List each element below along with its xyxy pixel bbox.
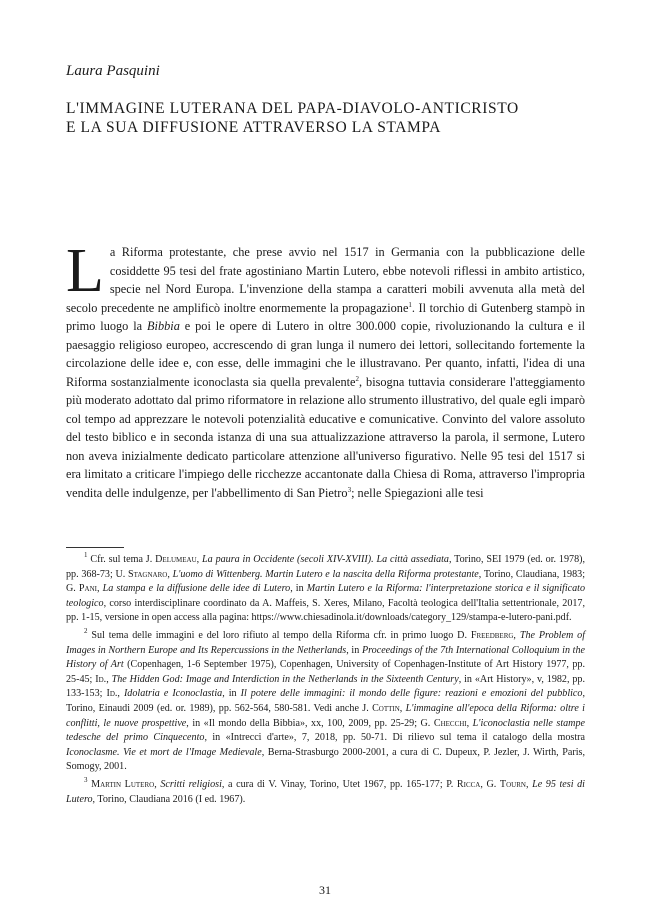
footnotes bbox=[66, 553, 585, 810]
body-paragraph: La Riforma protestante, che prese avvio nel 1517 in Germania con la pubblicazione delle cosiddette 95 tesi del frate agostiniano Martin Lutero, ebbe notevoli riflessi in ambito artistico, specie nel Nord Europa. L'invenzione della stampa a caratteri mobili avvenuta alla metà del secolo precedente ne amplificò inoltre enormemente la propagazione$^1$. Il torchio di Gutenberg stampò in primo luogo la Bibbia e poi le opere di Lutero in oltre 300.000 copie, rivoluzionando la cultura e il paesaggio religioso europeo, accrescendo di gran lunga il numero dei lettori, sollecitando fortemente la circolazione delle idee e, con esse, delle immagini che le illustravano. Per quanto, infatti, l'idea di una Riforma sostanzialmente iconoclasta sia quella prevalente$^2$, bisogna tuttavia considerare l'atteggiamento più moderato adottato dal primo riformatore in relazione allo strumento illustrativo, del quale egli imparò col tempo ad apprezzare le notevoli potenzialità educative e comunicative. Convinto del valore assoluto del testo biblico e in seconda istanza di una sua attualizzazione attraverso la parola, il sermone, Lutero non aveva inizialmente dedicato particolare attenzione all'universo figurativo. Nelle 95 tesi del 1517 si era limitato a criticare l'impiego delle ricchezze accantonate dalla Chiesa di Roma, attraverso l'impropria vendita delle indulgenze, per l'abbellimento di San Pietro$^3$; nelle Spiegazioni alle tesi bbox=[66, 237, 585, 500]
footnote-separator bbox=[66, 547, 124, 548]
footnote-ref-1: 1 bbox=[408, 300, 412, 309]
article-title bbox=[66, 99, 586, 137]
drop-cap: L bbox=[66, 237, 104, 305]
footnote-3: $^3$ Martin Lutero, Scritti religiosi, a cura di V. Vinay, Torino, Utet 1967, pp. 165-177; P. Ricca, G. Tourn, Le 95 tesi di Lutero, Torino, Claudiana 2016 (I ed. 1967). bbox=[66, 775, 585, 805]
footnote-1: $^1$ Cfr. sul tema J. Delumeau, La paura in Occidente (secoli XIV-XVIII). La città assediata, Torino, SEI 1979 (ed. or. 1978), pp. 368-73; U. Stagnaro, L'uomo di Wittenberg. Martin Lutero e la nascita della Riforma protestante, Torino, Claudiana, 1983; G. Pani, La stampa e la diffusione delle idee di Lutero, in Martin Lutero e la Riforma: l'interpretazione storica e il significato teologico, corso interdisciplinare coordinato da A. Maffeis, S. Xeres, Milano, Facoltà teologica dell'Italia settentrionale, 2017, pp. 1-15, versione in open access alla pagina: https://www.chiesadinola.it/downloads/category_129/stampa-e-lutero-pani.pdf. bbox=[66, 551, 586, 624]
body-text bbox=[66, 237, 585, 502]
footnote-2: $^2$ Sul tema delle immagini e del loro rifiuto al tempo della Riforma cfr. in primo luogo D. Freedberg, The Problem of Images in Northern Europe and Its Repercussions in the Netherlands, in Proceedings of the 7th International Colloquium in the History of Art (Copenhagen, 1-6 September 1975), Copenhagen, University of Copenhagen-Institute of Art History 1977, pp. 25-45; Id., The Hidden God: Image and Interdiction in the Netherlands in the Sixteenth Century, in «Art History», v, 1982, pp. 133-153; Id., Idolatria e Iconoclastia, in Il potere delle immagini: il mondo delle figure: reazioni e emozioni del pubblico, Torino, Einaudi 2009 (ed. or. 1989), pp. 562-564, 580-581. Vedi anche J. Cottin, L'immagine all'epoca della Riforma: oltre i conflitti, le nuove prospettive, in «Il mondo della Bibbia», xx, 100, 2009, pp. 25-29; G. Checchi, L'iconoclastia nelle stampe tedesche del primo Cinquecento, in «Intrecci d'arte», 7, 2018, pp. 50-71. Di rilievo sul tema il catalogo della mostra Iconoclasme. Vie et mort de l'Image Medievale, Berna-Strasburgo 2000-2001, a cura di C. Dupeux, P. Jezler, J. Wirth, Paris, Somogy, 2001. bbox=[66, 626, 586, 773]
article-title-line-1: L'IMMAGINE LUTERANA DEL PAPA-DIAVOLO-ANTICRISTO bbox=[66, 100, 519, 117]
article-title-line-2: E LA SUA DIFFUSIONE ATTRAVERSO LA STAMPA bbox=[66, 119, 442, 136]
footnote-ref-3: 3 bbox=[347, 485, 352, 494]
page-number: 31 bbox=[319, 883, 331, 897]
footnote-ref-2: 2 bbox=[355, 374, 360, 383]
author-name: Laura Pasquini bbox=[66, 63, 160, 79]
